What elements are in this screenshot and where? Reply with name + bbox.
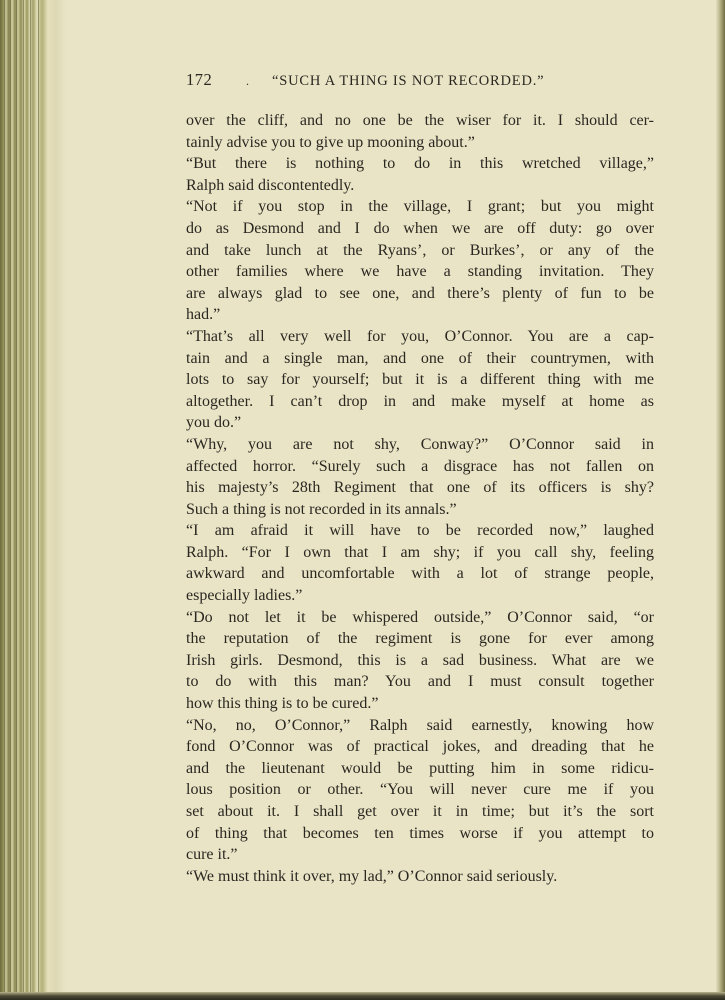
- bottom-page-edge: [0, 992, 725, 1000]
- page-edge-line: [38, 0, 39, 1000]
- text-line: tain and a single man, and one of their countrymen, with: [186, 349, 654, 367]
- text-line: affected horror. “Surely such a disgrace has not fallen on: [186, 457, 654, 475]
- text-line: fond O’Connor was of practical jokes, and dreading that he: [186, 738, 654, 756]
- text-line: how this thing is to be cured.”: [186, 695, 379, 713]
- body-text: [186, 110, 654, 887]
- text-line: awkward and uncomfortable with a lot of strange people,: [186, 565, 654, 583]
- running-title: “SUCH A THING IS NOT RECORDED.”: [272, 73, 545, 89]
- page-header: [186, 70, 654, 96]
- text-line: Ralph. “For I own that I am shy; if you call shy, feeling: [186, 543, 654, 561]
- text-line: “Not if you stop in the village, I grant; but you might: [186, 198, 654, 216]
- text-line: and the lieutenant would be putting him in some ridicu-: [186, 759, 654, 777]
- text-line: Irish girls. Desmond, this is a sad business. What are we: [186, 651, 654, 669]
- text-line: other families where we have a standing invitation. They: [186, 263, 654, 281]
- text-line: “No, no, O’Connor,” Ralph said earnestly, knowing how: [186, 716, 654, 734]
- page-edge-line: [10, 0, 11, 1000]
- text-line: lous position or other. “You will never cure me if you: [186, 781, 654, 799]
- text-line: “We must think it over, my lad,” O’Connor said seriously.: [186, 867, 558, 885]
- header-separator: .: [246, 74, 250, 88]
- book-page: [186, 70, 654, 887]
- text-line: to do with this man? You and I must consult together: [186, 673, 654, 691]
- text-line: and take lunch at the Ryans’, or Burkes’, or any of the: [186, 241, 654, 259]
- text-line: of thing that becomes ten times worse if you attempt to: [186, 824, 654, 842]
- text-line: “But there is nothing to do in this wretched village,”: [186, 155, 654, 173]
- text-line: you do.”: [186, 414, 242, 432]
- text-line: do as Desmond and I do when we are off duty: go over: [186, 219, 654, 237]
- text-line: Ralph said discontentedly.: [186, 176, 355, 194]
- text-line: Such a thing is not recorded in its annals.”: [186, 500, 457, 518]
- text-line: especially ladies.”: [186, 587, 303, 605]
- text-line: set about it. I shall get over it in time; but it’s the sort: [186, 803, 654, 820]
- text-line: “Do not let it be whispered outside,” O’Connor said, “or: [186, 608, 654, 626]
- text-line: cure it.”: [186, 846, 238, 864]
- page-edge-line: [16, 0, 17, 1000]
- text-line: his majesty’s 28th Regiment that one of its officers is shy?: [186, 479, 654, 497]
- text-line: altogether. I can’t drop in and make myself at home as: [186, 392, 654, 410]
- text-line: lots to say for yourself; but it is a different thing with me: [186, 371, 654, 389]
- text-line: the reputation of the regiment is gone for ever among: [186, 630, 654, 648]
- page-edge-line: [4, 0, 5, 1000]
- text-line: over the cliff, and no one be the wiser for it. I should cer-: [186, 112, 654, 129]
- text-line: are always glad to see one, and there’s plenty of fun to be: [186, 284, 654, 302]
- page-edge-line: [30, 0, 31, 1000]
- text-line: tainly advise you to give up mooning about.”: [186, 133, 475, 151]
- page-number: 172: [186, 70, 213, 89]
- text-line: had.”: [186, 306, 221, 324]
- right-page-edge: [716, 0, 725, 1000]
- text-line: “Why, you are not shy, Conway?” O’Connor said in: [186, 435, 654, 453]
- text-line: “That’s all very well for you, O’Connor. You are a cap-: [186, 327, 654, 345]
- page-edge-line: [23, 0, 24, 1000]
- text-line: “I am afraid it will have to be recorded now,” laughed: [186, 522, 654, 540]
